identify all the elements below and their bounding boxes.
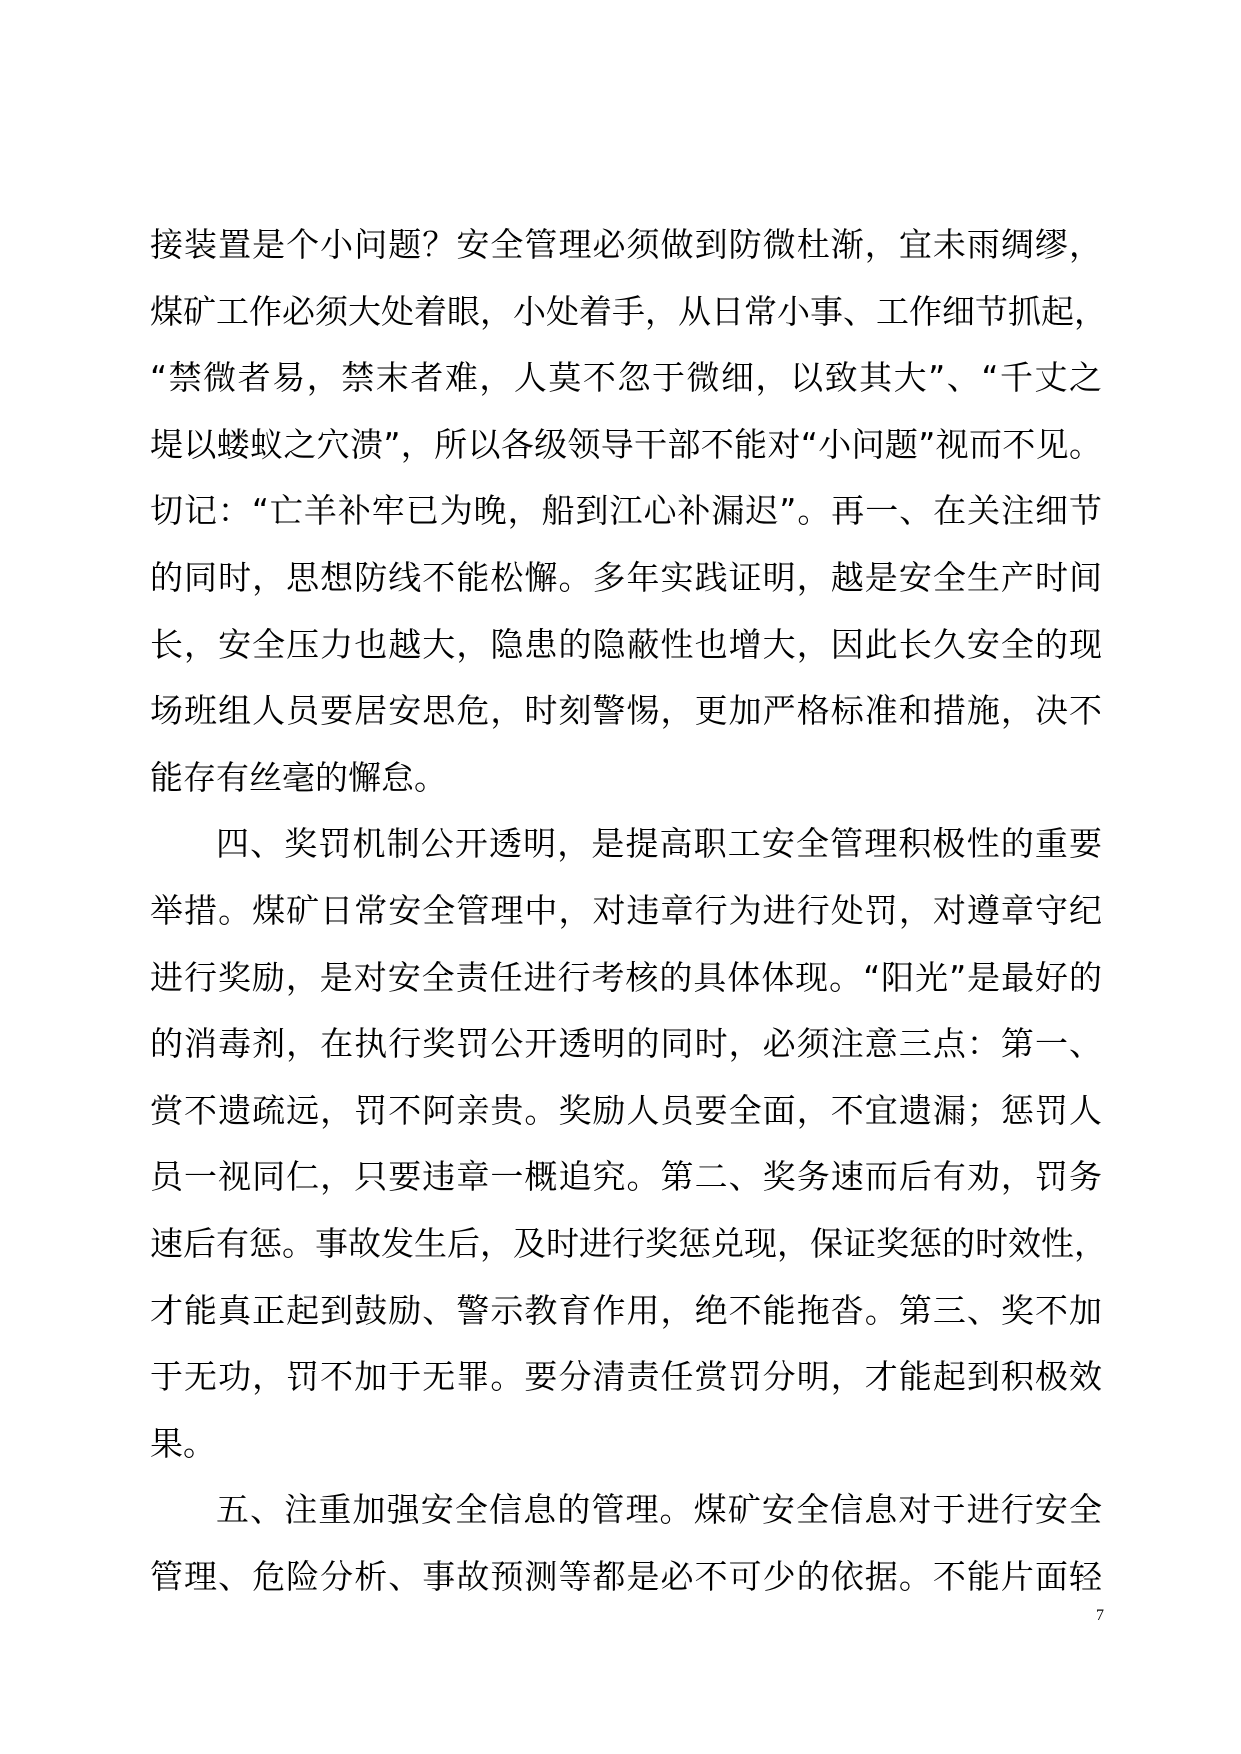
paragraph-start-line: 五、注重加强安全信息的管理。煤矿安全信息对于进行安全 — [216, 1490, 1102, 1530]
text-line: 堤以蝼蚁之穴溃”，所以各级领导干部不能对“小问题”视而不见。 — [150, 424, 1102, 464]
body-text — [150, 212, 1107, 1610]
text-line: 切记：“亡羊补牢已为晚，船到江心补漏迟”。再一、在关注细节 — [150, 491, 1102, 531]
text-line: 于无功，罚不加于无罪。要分清责任赏罚分明，才能起到积极效 — [150, 1357, 1102, 1397]
text-line: 管理、危险分析、事故预测等都是必不可少的依据。不能片面轻 — [150, 1556, 1102, 1596]
text-line: 进行奖励，是对安全责任进行考核的具体体现。“阳光”是最好的 — [150, 957, 1102, 997]
text-line: 赏不遗疏远，罚不阿亲贵。奖励人员要全面，不宜遗漏；惩罚人 — [150, 1090, 1102, 1130]
text-line: 煤矿工作必须大处着眼，小处着手，从日常小事、工作细节抓起， — [150, 291, 1107, 331]
text-line: “禁微者易，禁末者难，人莫不忽于微细，以致其大”、“千丈之 — [150, 358, 1102, 398]
paragraph-start-line: 四、奖罚机制公开透明，是提高职工安全管理积极性的重要 — [216, 824, 1102, 864]
text-line-paragraph-end: 能存有丝毫的懈怠。 — [150, 757, 447, 797]
text-line: 的同时，思想防线不能松懈。多年实践证明，越是安全生产时间 — [150, 557, 1102, 597]
text-line-paragraph-end: 果。 — [150, 1423, 216, 1463]
text-line: 场班组人员要居安思危，时刻警惕，更加严格标准和措施，决不 — [150, 691, 1102, 731]
page-number: 7 — [1096, 1607, 1104, 1624]
text-line: 员一视同仁，只要违章一概追究。第二、奖务速而后有劝，罚务 — [150, 1157, 1102, 1197]
text-line: 才能真正起到鼓励、警示教育作用，绝不能拖沓。第三、奖不加 — [150, 1290, 1102, 1330]
text-line: 接装置是个小问题？安全管理必须做到防微杜渐，宜未雨绸缪， — [150, 225, 1102, 264]
text-line: 长，安全压力也越大，隐患的隐蔽性也增大，因此长久安全的现 — [150, 624, 1102, 664]
text-line: 速后有惩。事故发生后，及时进行奖惩兑现，保证奖惩的时效性， — [150, 1223, 1107, 1263]
text-line: 举措。煤矿日常安全管理中，对违章行为进行处罚，对遵章守纪 — [150, 890, 1102, 930]
text-line: 的消毒剂，在执行奖罚公开透明的同时，必须注意三点：第一、 — [150, 1024, 1102, 1064]
